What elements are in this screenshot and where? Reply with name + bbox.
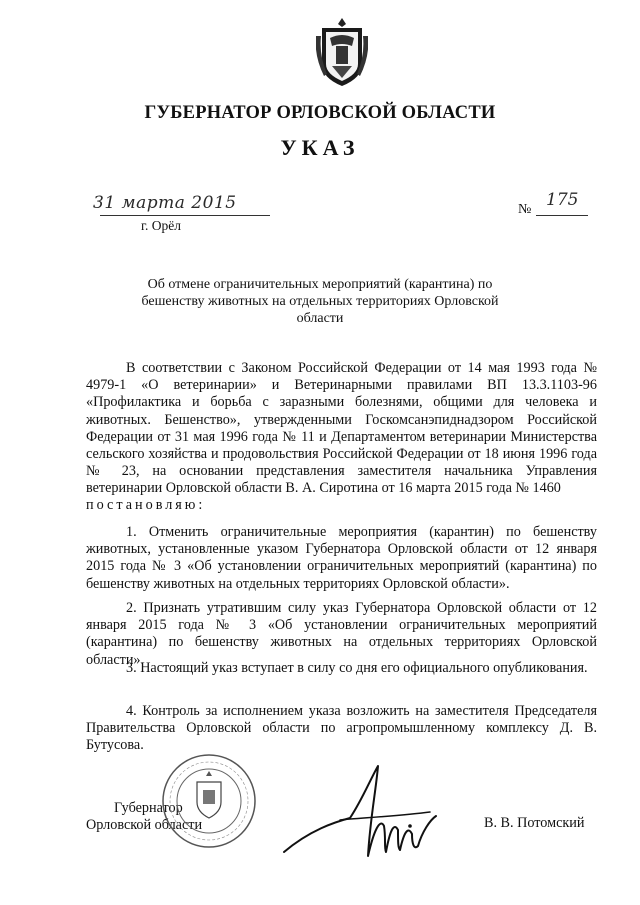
clause-1: 1. Отменить ограничительные мероприятия (карантин) по бешенству животных, установленные указом Губернатора Орловской области от 12 января 2015 года № 3 «Об установлении ограничительных мероприятий (карантина) по бешенству животных на отдельных территориях Орловской области». — [86, 524, 597, 592]
coat-of-arms-icon — [316, 16, 368, 88]
city-label: г. Орёл — [141, 218, 181, 233]
date-underline — [100, 215, 270, 216]
clause-3: 3. Настоящий указ вступает в силу со дня его официального опубликования. — [126, 660, 588, 676]
handwritten-date: 31 марта 2015 — [93, 193, 237, 213]
clause-4: 4. Контроль за исполнением указа возложить на заместителя Председателя Правительства Орловской области по агропромышленному комплексу Д. В. Бутусова. — [86, 703, 597, 754]
document-type-heading: УКАЗ — [280, 135, 360, 160]
official-seal-icon — [160, 752, 258, 850]
signer-name: В. В. Потомский — [484, 815, 585, 831]
decree-word: постановляю: — [86, 497, 206, 513]
number-label: № — [518, 202, 532, 217]
preamble-paragraph: В соответствии с Законом Российской Федерации от 14 мая 1993 года № 4979-1 «О ветеринарии» и Ветеринарными правилами ВП 13.3.1103-96 «Профилактика и борьба с заразными болезнями, общими для человека и животных. Бешенство», утвержденными Госкомсанэпиднадзором Российской Федерации от 31 мая 1996 года № 11 и Департаментом ветеринарии Министерства сельского хозяйства и продовольствия Российской Федерации от 18 июня 1996 года № 23, на основании представления заместителя начальника Управления ветеринарии Орловской области В. А. Сиротина от 16 марта 2015 года № 1460 — [86, 360, 597, 497]
number-underline — [536, 215, 588, 216]
signer-title-line1: Губернатор — [114, 800, 183, 816]
document-subject: Об отмене ограничительных мероприятий (карантина) по бешенству животных на отдельных территориях Орловской области — [141, 277, 499, 326]
issuer-heading: ГУБЕРНАТОР ОРЛОВСКОЙ ОБЛАСТИ — [144, 103, 496, 123]
clause-2: 2. Признать утратившим силу указ Губернатора Орловской области от 12 января 2015 года № 3 «Об установлении ограничительных мероприятий (карантина) по бешенству животных на отдельных территориях Орловской области». — [86, 600, 597, 668]
signer-title-line2: Орловской области — [86, 817, 203, 833]
handwritten-signature-icon — [280, 760, 440, 870]
handwritten-number: 175 — [546, 190, 579, 210]
